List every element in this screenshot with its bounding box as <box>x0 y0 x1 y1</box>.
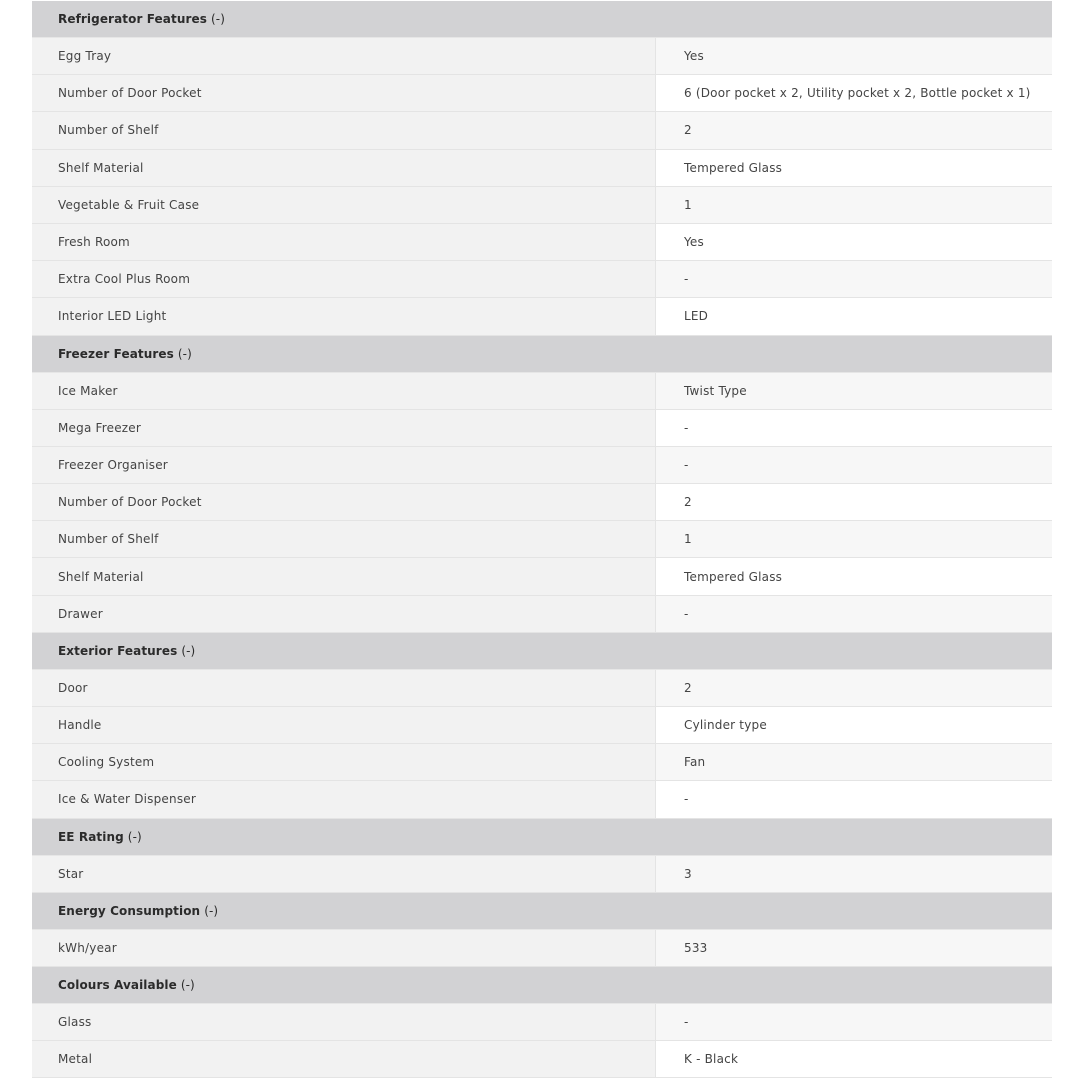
collapse-toggle[interactable]: (-) <box>177 346 192 361</box>
spec-key: Vegetable & Fruit Case <box>32 187 656 223</box>
spec-row <box>32 298 1052 335</box>
spec-row <box>32 224 1052 261</box>
spec-value: 2 <box>656 484 1052 520</box>
collapse-toggle[interactable]: (-) <box>181 643 196 658</box>
spec-key: Number of Door Pocket <box>32 75 656 111</box>
spec-value: Tempered Glass <box>656 150 1052 186</box>
spec-key: Glass <box>32 1004 656 1040</box>
spec-row <box>32 38 1052 75</box>
spec-key: Cooling System <box>32 744 656 780</box>
spec-row <box>32 410 1052 447</box>
section-header[interactable] <box>32 819 1052 856</box>
section-title <box>32 830 142 844</box>
spec-value: LED <box>656 298 1052 334</box>
spec-row <box>32 261 1052 298</box>
spec-row <box>32 930 1052 967</box>
spec-row <box>32 521 1052 558</box>
spec-value: Fan <box>656 744 1052 780</box>
section-title <box>32 644 195 658</box>
spec-value: 1 <box>656 521 1052 557</box>
spec-row <box>32 856 1052 893</box>
spec-key: Door <box>32 670 656 706</box>
spec-value: 3 <box>656 856 1052 892</box>
spec-value: Yes <box>656 38 1052 74</box>
spec-row <box>32 1041 1052 1078</box>
spec-value: 533 <box>656 930 1052 966</box>
spec-row <box>32 558 1052 595</box>
spec-key: Number of Door Pocket <box>32 484 656 520</box>
section-title-text: Colours Available <box>58 977 177 992</box>
section-header[interactable] <box>32 633 1052 670</box>
spec-key: Number of Shelf <box>32 521 656 557</box>
spec-value: 6 (Door pocket x 2, Utility pocket x 2, Bottle pocket x 1) <box>656 75 1052 111</box>
collapse-toggle[interactable]: (-) <box>180 977 195 992</box>
spec-row <box>32 447 1052 484</box>
section-title-text: Freezer Features <box>58 346 174 361</box>
collapse-toggle[interactable]: (-) <box>127 829 142 844</box>
spec-value: - <box>656 447 1052 483</box>
section-title <box>32 978 195 992</box>
spec-value: Yes <box>656 224 1052 260</box>
spec-key: Shelf Material <box>32 558 656 594</box>
spec-row <box>32 781 1052 818</box>
section-title <box>32 12 225 26</box>
spec-key: Extra Cool Plus Room <box>32 261 656 297</box>
collapse-toggle[interactable]: (-) <box>210 12 225 26</box>
section-title-text: Refrigerator Features <box>58 12 207 26</box>
spec-value: K - Black <box>656 1041 1052 1077</box>
spec-table <box>32 1 1052 1078</box>
spec-row <box>32 187 1052 224</box>
spec-key: Metal <box>32 1041 656 1077</box>
collapse-toggle[interactable]: (-) <box>204 903 219 918</box>
spec-value: Tempered Glass <box>656 558 1052 594</box>
section-header[interactable] <box>32 336 1052 373</box>
spec-value: 2 <box>656 670 1052 706</box>
spec-row <box>32 75 1052 112</box>
section-title <box>32 347 192 361</box>
spec-key: Handle <box>32 707 656 743</box>
spec-key: Number of Shelf <box>32 112 656 148</box>
section-title <box>32 904 218 918</box>
section-header[interactable] <box>32 967 1052 1004</box>
spec-value: Cylinder type <box>656 707 1052 743</box>
spec-row <box>32 744 1052 781</box>
spec-row <box>32 112 1052 149</box>
spec-key: Drawer <box>32 596 656 632</box>
section-header[interactable] <box>32 893 1052 930</box>
spec-row <box>32 373 1052 410</box>
spec-key: Freezer Organiser <box>32 447 656 483</box>
section-title-text: Exterior Features <box>58 643 178 658</box>
spec-value: - <box>656 410 1052 446</box>
spec-row <box>32 596 1052 633</box>
section-title-text: Energy Consumption <box>58 903 201 918</box>
spec-value: 1 <box>656 187 1052 223</box>
spec-key: Star <box>32 856 656 892</box>
section-header[interactable] <box>32 1 1052 38</box>
spec-key: Mega Freezer <box>32 410 656 446</box>
spec-key: Ice Maker <box>32 373 656 409</box>
spec-row <box>32 1004 1052 1041</box>
spec-key: Shelf Material <box>32 150 656 186</box>
spec-key: Fresh Room <box>32 224 656 260</box>
spec-value: - <box>656 1004 1052 1040</box>
spec-key: Ice & Water Dispenser <box>32 781 656 817</box>
spec-key: Interior LED Light <box>32 298 656 334</box>
section-title-text: EE Rating <box>58 829 124 844</box>
spec-key: kWh/year <box>32 930 656 966</box>
spec-value: - <box>656 596 1052 632</box>
spec-row <box>32 150 1052 187</box>
spec-value: - <box>656 781 1052 817</box>
spec-row <box>32 707 1052 744</box>
spec-row <box>32 484 1052 521</box>
spec-value: - <box>656 261 1052 297</box>
spec-row <box>32 670 1052 707</box>
spec-key: Egg Tray <box>32 38 656 74</box>
spec-value: 2 <box>656 112 1052 148</box>
spec-value: Twist Type <box>656 373 1052 409</box>
